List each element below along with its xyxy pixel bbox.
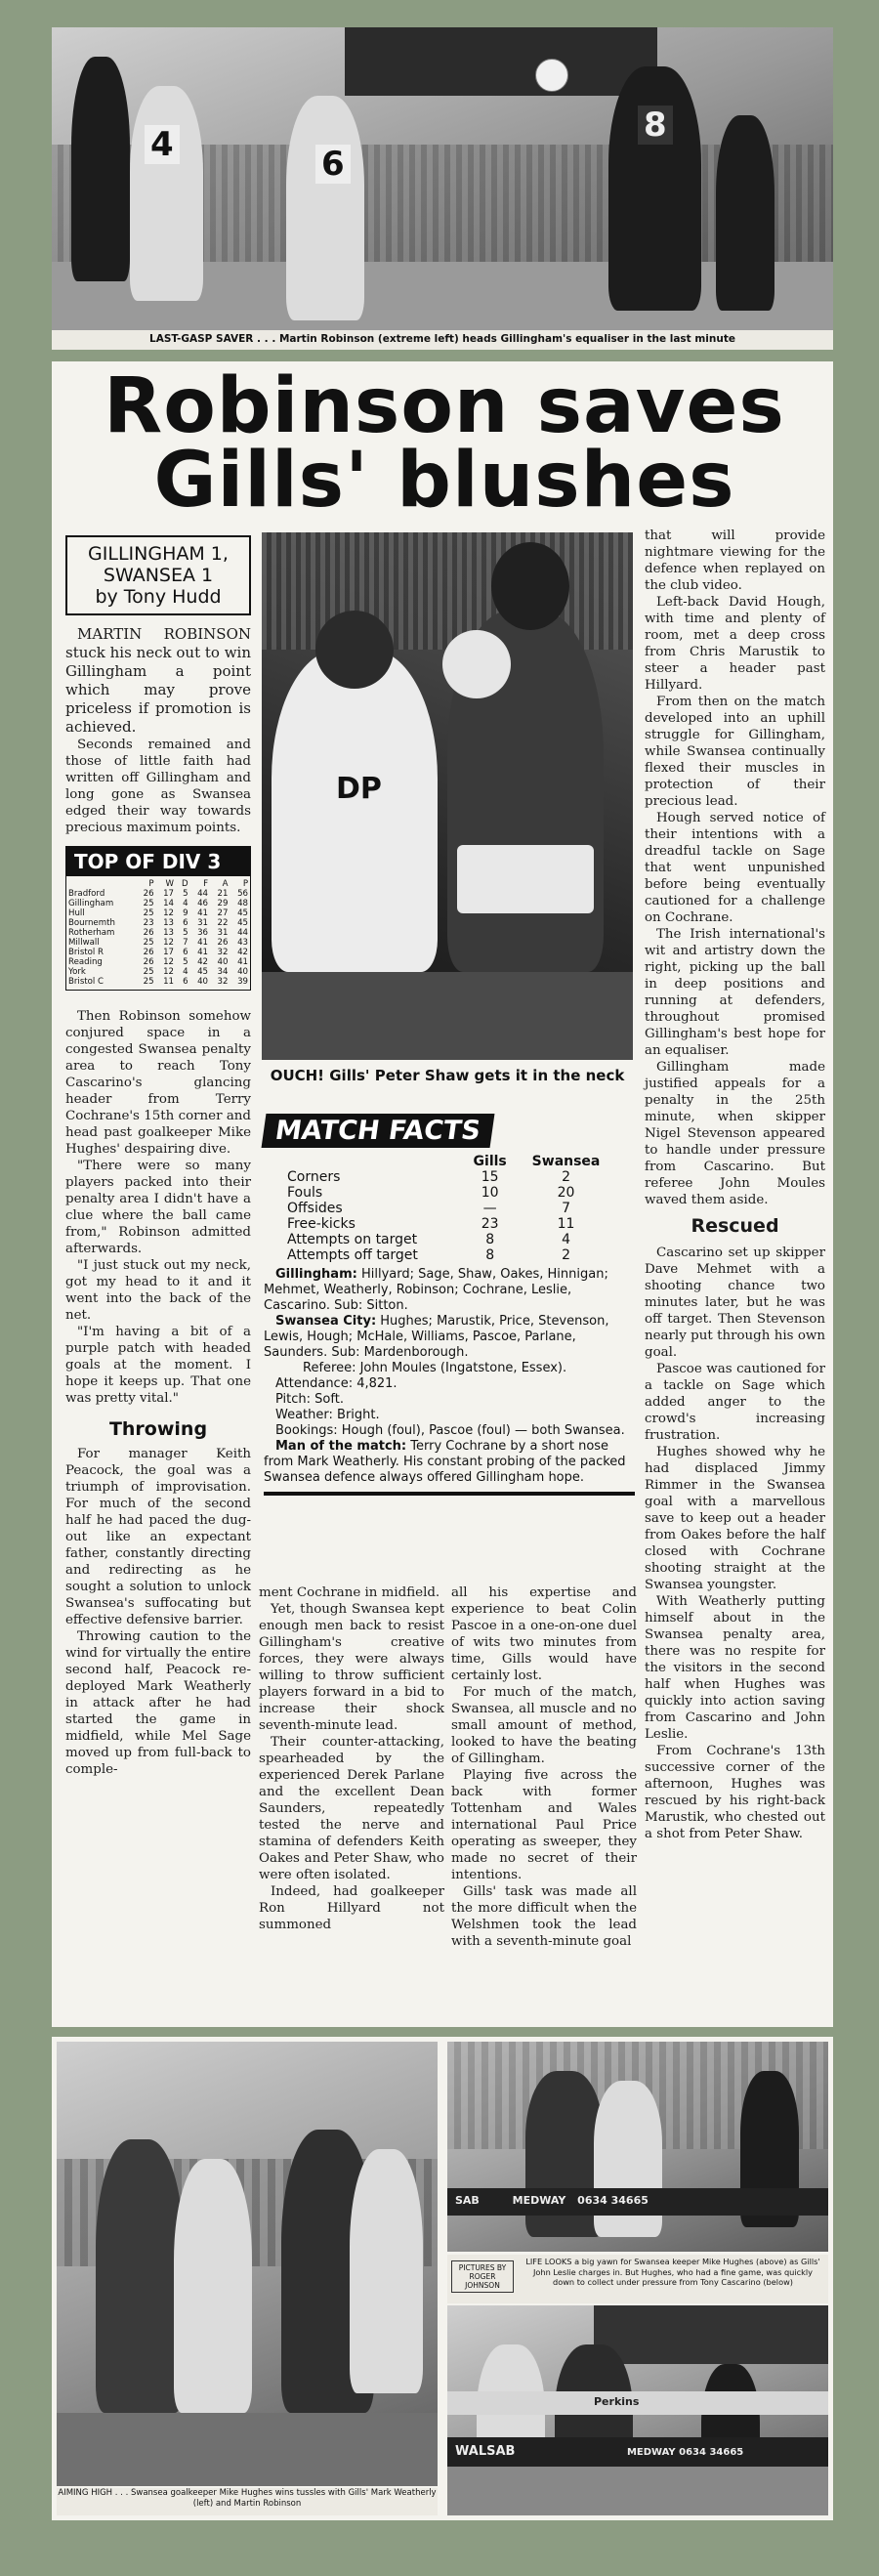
story-text [65, 1008, 251, 1407]
byline-score-home: GILLINGHAM 1, [88, 543, 229, 565]
story-para: Pascoe was cautioned for a tackle on Sage which added anger to the crowd's increasing frustration. [645, 1362, 825, 1443]
stat-value: 8 [485, 1232, 495, 1247]
story-para: For much of the match, Swansea, all muscle and no small amount of method, looked to have the beating of Gillingham. [451, 1685, 637, 1766]
story-para: From Cochrane's 13th successive corner of the afternoon, Hughes was rescued by his right-back Marustik, who chested out a shot from Peter Shaw. [645, 1744, 825, 1841]
swansea-label: Swansea City: [275, 1314, 377, 1329]
stat-label: Corners [287, 1169, 341, 1185]
stat-label: Fouls [287, 1185, 323, 1201]
pitch [262, 972, 633, 1060]
goalkeeper [96, 2139, 184, 2413]
center-photo-caption: OUCH! Gills' Peter Shaw gets it in the neck [270, 1067, 625, 1084]
table-row [66, 948, 250, 957]
stat-value: 7 [562, 1201, 570, 1216]
stat-cell: 12 [163, 957, 175, 967]
table-row [66, 967, 250, 977]
stat-cell: 14 [163, 899, 175, 908]
stat-value: 2 [562, 1247, 570, 1263]
stat-cell: 6 [183, 918, 188, 928]
stat-cell: 41 [197, 948, 209, 957]
team-cell: Gillingham [68, 899, 114, 908]
stat-cell: 44 [237, 928, 248, 938]
stand-roof [345, 27, 657, 96]
pitch-condition: Pitch: Soft. [275, 1392, 344, 1407]
stat-label: Attempts off target [287, 1247, 418, 1263]
stat-value: — [482, 1201, 497, 1216]
stat-cell: 26 [143, 957, 154, 967]
story-para: For manager Keith Peacock, the goal was a triumph of improvisation. For much of the second half he had paced the dug-out like an expectant father, constantly directing and redirecting as he sought a solution to unlock Swansea's suffocating but effective defensive barrier. [65, 1447, 251, 1627]
story-para: Indeed, had goalkeeper Ron Hillyard not summoned [259, 1884, 444, 1932]
stat-cell: 43 [237, 938, 248, 948]
team-cell: Bristol R [68, 948, 105, 957]
table-row [66, 938, 250, 948]
byline-author: by Tony Hudd [95, 586, 222, 608]
stat-cell: 5 [183, 928, 188, 938]
player-head [315, 611, 394, 689]
table-row [66, 977, 250, 987]
stat-cell: 12 [163, 967, 175, 977]
stat-cell: 41 [197, 938, 209, 948]
photo-credit: PICTURES BY ROGER JOHNSON [451, 2260, 514, 2293]
stat-cell: 32 [217, 948, 229, 957]
stat-cell: 40 [237, 967, 248, 977]
ball [535, 59, 568, 92]
story-para: "I'm having a bit of a purple patch with headed goals at the moment. I hope it keeps up. That one was pretty vital." [65, 1325, 251, 1406]
table-row [283, 1232, 615, 1247]
player-white [272, 650, 438, 972]
ad-board-text: MEDWAY [512, 2194, 566, 2207]
stat-cell: 13 [163, 928, 175, 938]
intro-para: MARTIN ROBINSON stuck his neck out to win Gillingham a point which may prove priceless if promotion is achieved. [65, 625, 251, 736]
column-3 [259, 1584, 444, 1933]
stat-cell: 25 [143, 967, 154, 977]
table-row [283, 1169, 615, 1185]
stat-cell: 25 [143, 977, 154, 987]
team-cell: Millwall [68, 938, 100, 948]
credit-and-caption [447, 2255, 828, 2303]
swansea-players: Hughes; Marustik, Price, Stevenson, Lewis, Hough; McHale, Williams, Pascoe, Parlane, Saunders. Sub: Mardenborough. [264, 1314, 609, 1360]
table-row [283, 1216, 615, 1232]
stat-cell: 12 [163, 908, 175, 918]
headline: Robinson saves Gills' blushes [104, 362, 785, 525]
league-header: W [165, 879, 175, 889]
stat-cell: 4 [183, 899, 188, 908]
player-head [491, 542, 569, 630]
bottom-left-photo [57, 2042, 438, 2486]
stat-cell: 56 [237, 889, 248, 899]
gills-players: Hillyard; Sage, Shaw, Oakes, Hinnigan; Mehmet, Weatherly, Robinson; Cochrane, Leslie, Cascarino. Sub: Sitton. [264, 1267, 608, 1313]
stat-value: 11 [557, 1216, 575, 1232]
player-white [350, 2149, 423, 2393]
ball [442, 630, 511, 698]
table-row [66, 928, 250, 938]
stat-cell: 21 [217, 889, 229, 899]
ad-board [447, 2391, 828, 2415]
stat-value: 10 [481, 1185, 499, 1201]
gills-label: Gillingham: [275, 1267, 357, 1282]
ad-board-text: 0634 34665 [577, 2194, 649, 2207]
stat-cell: 41 [197, 908, 209, 918]
ad-board-text: MEDWAY 0634 34665 [626, 2447, 744, 2458]
motm-text: Terry Cochrane by a short nose from Mark Weatherly. His constant probing of the packed Swansea defence always offered Gillingham hope. [264, 1439, 626, 1485]
stat-cell: 31 [197, 918, 209, 928]
stat-cell: 6 [183, 948, 188, 957]
player-2 [130, 86, 203, 301]
stat-cell: 46 [197, 899, 209, 908]
match-facts-title: MATCH FACTS [262, 1114, 495, 1148]
league-grid [66, 879, 250, 987]
story-para: "I just stuck out my neck, got my head to it and it went into the back of the net. [65, 1258, 251, 1323]
story-para: Then Robinson somehow conjured space in a congested Swansea penalty area to reach Tony Cascarino's glancing header from Terry Cochrane's 15th corner and head past goalkeeper Mike Hughes' despairing dive. [65, 1009, 251, 1157]
match-facts [264, 1114, 635, 1496]
story-para: Playing five across the back with former Tottenham and Wales international Paul Price operating as sweeper, they made no secret of their intentions. [451, 1768, 637, 1882]
story-para: Cascarino set up skipper Dave Mehmet with a shooting chance two minutes later, but he was off target. Then Stevenson nearly put through his own goal. [645, 1246, 825, 1360]
bottom-right-photo-bottom [447, 2305, 828, 2515]
roof [594, 2305, 828, 2364]
team-cell: York [68, 967, 86, 977]
team-cell: Bristol C [68, 977, 105, 987]
table-row [66, 918, 250, 928]
player-1 [71, 57, 130, 281]
rescued-heading: Rescued [691, 1215, 779, 1237]
swansea-lineup [264, 1314, 635, 1361]
table-row [66, 899, 250, 908]
league-header: D [181, 879, 188, 889]
story-para: "There were so many players packed into their penalty area I didn't have a clue where the ball came from," Robinson admitted afterwards. [65, 1159, 251, 1256]
table-row [283, 1201, 615, 1216]
shirt-number: 6 [315, 145, 351, 184]
player-5 [716, 115, 774, 311]
table-row [66, 908, 250, 918]
match-stats-table [283, 1154, 615, 1263]
stat-value: 20 [557, 1185, 575, 1201]
bookings: Bookings: Hough (foul), Pascoe (foul) — both Swansea. [275, 1423, 625, 1438]
stat-label: Attempts on target [287, 1232, 418, 1247]
ad-board [447, 2437, 828, 2467]
shirt-number: 4 [145, 125, 180, 164]
stat-cell: 25 [143, 899, 154, 908]
stat-value: 2 [562, 1169, 570, 1185]
table-row [66, 957, 250, 967]
stat-cell: 17 [163, 948, 175, 957]
league-title: TOP OF DIV 3 [66, 847, 250, 876]
divider [264, 1492, 635, 1496]
stat-cell: 26 [143, 948, 154, 957]
intro-text [65, 625, 251, 836]
shirt-number: 8 [638, 106, 673, 145]
stat-cell: 45 [237, 908, 248, 918]
story-para: Their counter-attacking, spearheaded by the experienced Derek Parlane and the excellent Dean Saunders, repeatedly tested the nerve and stamina of defenders Keith Oakes and Peter Shaw, who were often isolated. [259, 1735, 444, 1882]
story-para: From then on the match developed into an uphill struggle for Gillingham, while Swansea continually flexed their muscles in protection of their precious lead. [645, 695, 825, 809]
throwing-heading: Throwing [108, 1418, 208, 1440]
stat-cell: 27 [217, 908, 229, 918]
ad-board [447, 2188, 828, 2216]
center-photo [262, 532, 633, 1060]
stats-header: Gills [473, 1154, 507, 1169]
stat-cell: 13 [163, 918, 175, 928]
top-photo-caption: LAST-GASP SAVER . . . Martin Robinson (extreme left) heads Gillingham's equaliser in the last minute [52, 330, 833, 350]
player-4 [608, 66, 701, 311]
stat-cell: 39 [237, 977, 248, 987]
intro-para: Seconds remained and those of little faith had written off Gillingham and long gone as Swansea edged their way towards precious maximum points. [65, 738, 251, 835]
team-cell: Hull [68, 908, 85, 918]
stat-cell: 36 [197, 928, 209, 938]
stat-value: 4 [562, 1232, 570, 1247]
stat-cell: 48 [237, 899, 248, 908]
story-para: Throwing caution to the wind for virtually the entire second half, Peacock re-deployed Mark Weatherly in attack after he had started the game in midfield, while Mel Sage moved up from full-back to comple- [65, 1629, 251, 1777]
stat-cell: 25 [143, 938, 154, 948]
story-para: With Weatherly putting himself about in the Swansea penalty area, there was no respite for the visitors in the second half when Hughes was quickly into action saving from Cascarino and John Leslie. [645, 1594, 825, 1742]
stat-cell: 42 [197, 957, 209, 967]
stat-cell: 26 [217, 938, 229, 948]
league-header: A [222, 879, 229, 889]
pitch [447, 2467, 828, 2515]
shirt-sponsor: DP [330, 772, 388, 806]
match-facts-details [264, 1267, 635, 1486]
shorts [457, 845, 594, 913]
team-cell: Rotherham [68, 928, 115, 938]
story-para: The Irish international's wit and artistry down the right, picking up the ball in deep positions and running at defenders, throughout promised Gillingham's best hope for an equaliser. [645, 927, 825, 1058]
stat-value: 23 [481, 1216, 499, 1232]
stat-cell: 42 [237, 948, 248, 957]
pitch [57, 2413, 438, 2486]
stat-cell: 25 [143, 908, 154, 918]
stat-cell: 26 [143, 889, 154, 899]
bottom-left-caption: AIMING HIGH . . . Swansea goalkeeper Mike Hughes wins tussles with Gills' Mark Weatherly (left) and Martin Robinson [57, 2488, 438, 2515]
league-header-row [66, 879, 250, 889]
stat-cell: 7 [183, 938, 188, 948]
bottom-right-photo-top [447, 2042, 828, 2252]
table-row [283, 1185, 615, 1201]
team-cell: Bradford [68, 889, 105, 899]
story-para: ment Cochrane in midfield. [259, 1585, 440, 1600]
player-white [174, 2159, 252, 2413]
ad-board-text: SAB [455, 2194, 480, 2207]
stat-value: 8 [485, 1247, 495, 1263]
top-photo [52, 27, 833, 330]
story-para: Yet, though Swansea kept enough men back to resist Gillingham's creative forces, they were always willing to throw sufficient players forward in a bid to increase their shock seventh-minute lead. [259, 1602, 444, 1733]
player-3 [286, 96, 364, 320]
stat-cell: 29 [217, 899, 229, 908]
story-para: Gillingham made justified appeals for a penalty in the 25th minute, when skipper Nigel Stevenson appeared to handle under pressure from Cascarino. But referee John Moules waved them aside. [645, 1060, 825, 1207]
stat-cell: 45 [197, 967, 209, 977]
stat-cell: 4 [183, 967, 188, 977]
attendance: Attendance: 4,821. [275, 1376, 398, 1391]
stat-cell: 22 [217, 918, 229, 928]
team-cell: Reading [68, 957, 103, 967]
league-header: P [242, 879, 248, 889]
story-para: Left-back David Hough, with time and plenty of room, met a deep cross from Chris Marustik to steer a header past Hillyard. [645, 595, 825, 693]
weather: Weather: Bright. [275, 1408, 380, 1422]
byline-score-away: SWANSEA 1 [103, 565, 214, 586]
stat-cell: 26 [143, 928, 154, 938]
stat-value: 15 [481, 1169, 499, 1185]
team-cell: Bournemth [68, 918, 115, 928]
stat-cell: 45 [237, 918, 248, 928]
column-4 [451, 1584, 637, 1950]
stat-cell: 32 [217, 977, 229, 987]
stat-cell: 11 [163, 977, 175, 987]
stat-cell: 34 [217, 967, 229, 977]
table-row [66, 889, 250, 899]
stat-cell: 5 [183, 889, 188, 899]
ad-board-text: Perkins [594, 2395, 640, 2408]
referee: Referee: John Moules (Ingatstone, Essex). [303, 1361, 567, 1375]
story-para: Hough served notice of their intentions with a dreadful tackle on Sage that went unpunished before being eventually cautioned for a challenge on Cochrane. [645, 811, 825, 925]
stat-cell: 5 [183, 957, 188, 967]
gills-lineup [264, 1267, 635, 1314]
right-photos-caption: LIFE LOOKS a big yawn for Swansea keeper Mike Hughes (above) as Gills' John Leslie charges in. But Hughes, who had a fine game, was quickly down to collect under pressure from Tony Cascarino (below) [525, 2257, 820, 2287]
story-para: all his expertise and experience to beat Colin Pascoe in a one-on-one duel of wits two minutes from time, Gills would have certainly lost. [451, 1585, 637, 1683]
league-header: P [148, 879, 154, 889]
stats-header: Swansea [531, 1154, 601, 1169]
stat-cell: 9 [183, 908, 188, 918]
left-column [65, 535, 251, 1778]
motm-label: Man of the match: [275, 1439, 407, 1454]
stat-label: Free-kicks [287, 1216, 356, 1232]
byline-box [65, 535, 251, 615]
stat-cell: 41 [237, 957, 248, 967]
stats-header-row [283, 1154, 615, 1169]
stat-cell: 31 [217, 928, 229, 938]
story-para: Hughes showed why he had displaced Jimmy Rimmer in the Swansea goal with a marvellous save to keep out a header from Oakes before the half closed with Cochrane shooting straight at the Swansea youngster. [645, 1445, 825, 1592]
stat-cell: 6 [183, 977, 188, 987]
stat-cell: 17 [163, 889, 175, 899]
stat-cell: 40 [217, 957, 229, 967]
right-column [645, 528, 825, 1842]
league-header: F [203, 879, 209, 889]
ad-board-text: WALSAB [455, 2444, 516, 2459]
man-of-match [264, 1439, 635, 1486]
story-para: Gills' task was made all the more difficult when the Welshmen took the lead with a seventh-minute goal [451, 1884, 637, 1949]
stat-cell: 40 [197, 977, 209, 987]
crowd-backdrop [262, 532, 633, 650]
stat-cell: 12 [163, 938, 175, 948]
stat-cell: 44 [197, 889, 209, 899]
story-para: that will provide nightmare viewing for the defence when replayed on the club video. [645, 528, 825, 593]
stat-cell: 23 [143, 918, 154, 928]
league-table [65, 846, 251, 991]
table-row [283, 1247, 615, 1263]
league-header [66, 879, 136, 889]
stat-label: Offsides [287, 1201, 343, 1216]
throwing-text [65, 1446, 251, 1778]
